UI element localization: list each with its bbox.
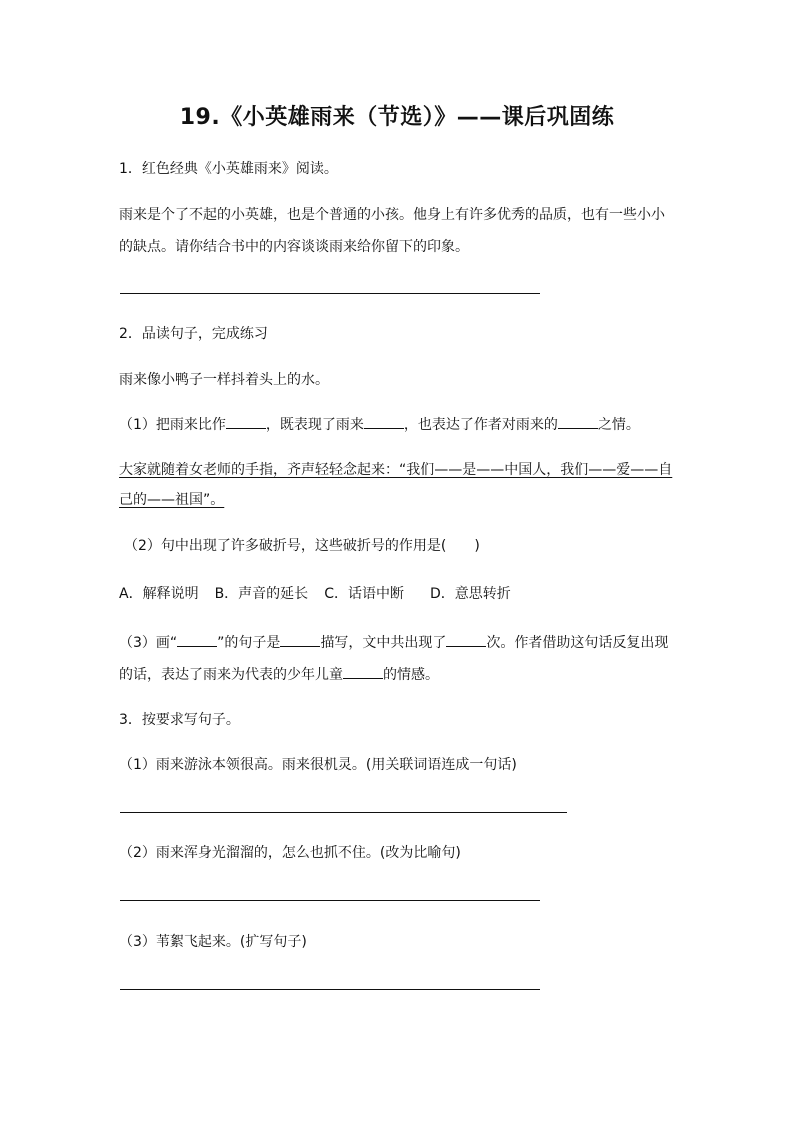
option-d[interactable]: D．意思转折 [429, 586, 511, 602]
q2-sub3-text-e: 的话，表达了雨来为代表的少年儿童 [119, 667, 343, 683]
q2-sub3-text-a: （3）画“ [119, 635, 178, 651]
q2-sentence-2-line-2: 己的——祖国”。 [119, 492, 225, 508]
q2-sub3-text-f: 的情感。 [383, 667, 439, 683]
q1-paragraph-line-2: 的缺点。请你结合书中的内容谈谈雨来给你留下的印象。 [119, 239, 469, 255]
q3-item-1-answer-line[interactable] [120, 812, 567, 813]
q2-sub1 [119, 414, 640, 434]
q2-sub3-line-2 [119, 664, 439, 684]
q2-sub1-blank-2[interactable] [364, 414, 404, 429]
q2-sub1-blank-1[interactable] [226, 414, 266, 429]
q2-sub1-blank-3[interactable] [558, 414, 598, 429]
q2-sub2-question: （2）句中出现了许多破折号，这些破折号的作用是( ) [124, 538, 480, 554]
q2-heading: 2．品读句子，完成练习 [119, 326, 268, 342]
q2-sub1-text-d: 之情。 [597, 417, 640, 433]
q1-paragraph-line-1: 雨来是个了不起的小英雄，也是个普通的小孩。他身上有许多优秀的品质，也有一些小小 [119, 207, 665, 223]
q2-sub1-text-c: ，也表达了作者对雨来的 [403, 417, 558, 433]
q2-sentence-2-line-1: 大家就随着女老师的手指，齐声轻轻念起来：“我们——是——中国人，我们——爱——自 [119, 462, 673, 478]
q2-sub3-text-c: 描写，文中共出现了 [320, 635, 447, 651]
option-b[interactable]: B．声音的延长 [214, 586, 309, 602]
document-title: 19.《小英雄雨来（节选）》——课后巩固练 [179, 105, 615, 130]
q3-item-3: （3）苇絮飞起来。(扩写句子) [119, 934, 307, 950]
q2-sub2-options [119, 583, 511, 603]
q2-sub3-blank-1[interactable] [177, 632, 217, 647]
q2-sub3-line-1 [119, 632, 668, 652]
q1-heading: 1．红色经典《小英雄雨来》阅读。 [119, 161, 338, 177]
q3-item-2-answer-line[interactable] [120, 900, 540, 901]
q2-sub1-text-b: ，既表现了雨来 [265, 417, 364, 433]
q2-sub3-blank-3[interactable] [446, 632, 486, 647]
option-c[interactable]: C．话语中断 [324, 586, 404, 602]
q3-heading: 3．按要求写句子。 [119, 712, 240, 728]
q2-sub1-text-a: （1）把雨来比作 [119, 417, 226, 433]
q2-sub3-text-d: 次。作者借助这句话反复出现 [486, 635, 669, 651]
q3-item-2: （2）雨来浑身光溜溜的，怎么也抓不住。(改为比喻句) [119, 845, 461, 861]
option-a[interactable]: A．解释说明 [119, 586, 199, 602]
q2-sub3-blank-2[interactable] [280, 632, 320, 647]
q2-sub3-blank-4[interactable] [343, 664, 383, 679]
q2-sentence-1: 雨来像小鸭子一样抖着头上的水。 [119, 372, 329, 388]
q2-sub3-text-b: ”的句子是 [217, 635, 281, 651]
q1-answer-line[interactable] [120, 293, 540, 294]
q3-item-1: （1）雨来游泳本领很高。雨来很机灵。(用关联词语连成一句话) [119, 757, 517, 773]
q3-item-3-answer-line[interactable] [120, 989, 540, 990]
